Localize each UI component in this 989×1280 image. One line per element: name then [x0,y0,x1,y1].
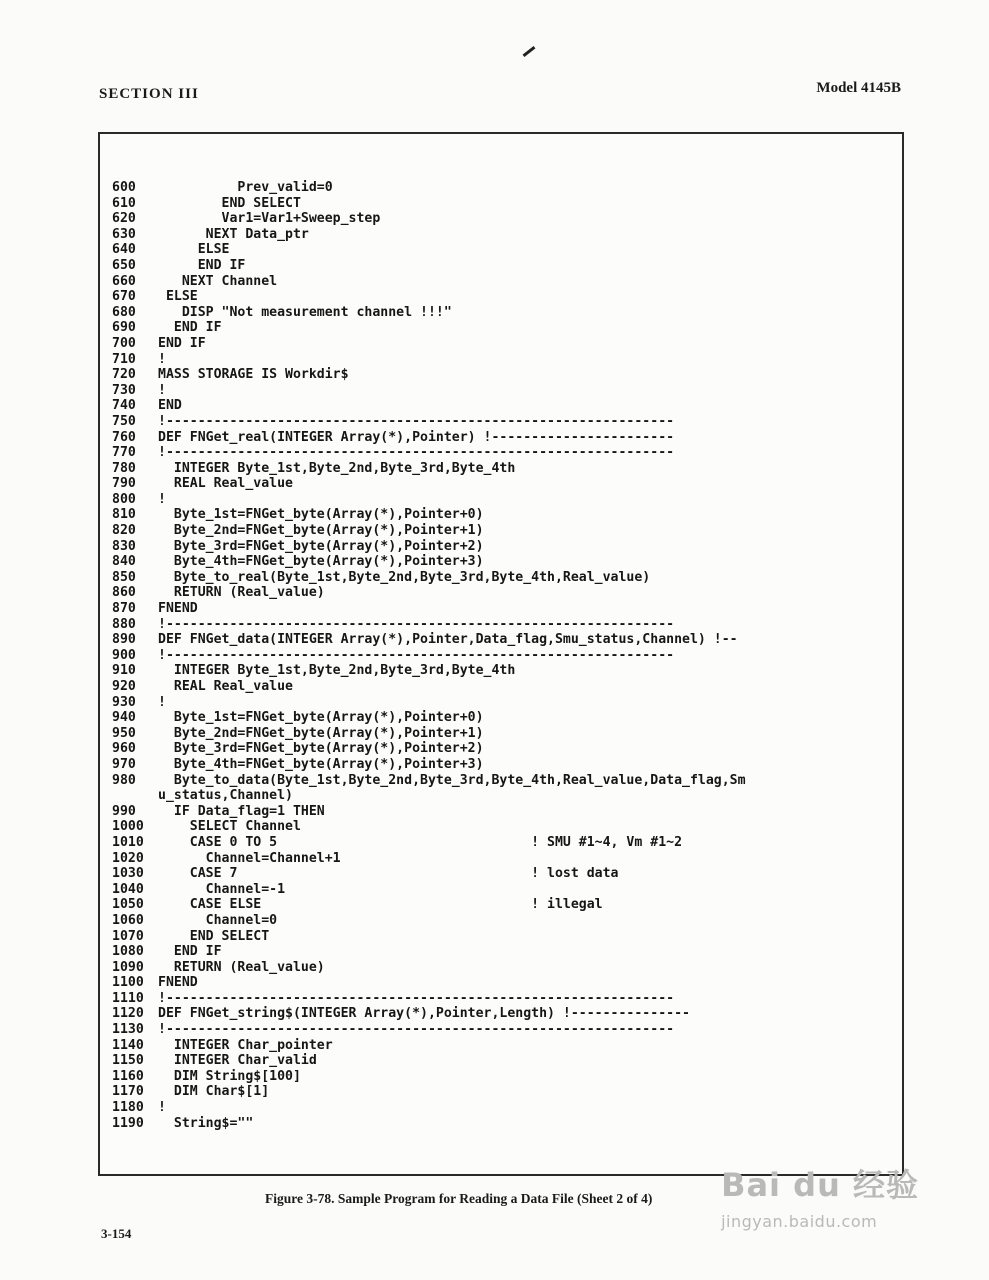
code-line [112,897,902,913]
code-line [112,1100,902,1116]
line-number: 1030 [112,866,144,882]
code-line [112,336,902,352]
line-code: END IF [158,335,206,351]
line-number: 790 [112,476,136,492]
listing-frame [98,132,904,1176]
code-line [112,414,902,430]
code-line [112,180,902,196]
line-number: 1140 [112,1037,144,1053]
line-code: INTEGER Byte_1st,Byte_2nd,Byte_3rd,Byte_4th [158,663,516,679]
code-line [112,289,902,305]
line-number: 1190 [112,1115,144,1131]
line-number: 720 [112,367,136,383]
code-line [112,944,902,960]
code-line [112,445,902,461]
line-code: END [158,398,182,414]
watermark-logo: Bai du 经验 [721,1166,919,1204]
line-code: ! [158,351,166,367]
line-code: !---------------------------------------------------------------- [158,445,675,461]
line-code: Byte_4th=FNGet_byte(Array(*),Pointer+3) [158,554,484,570]
line-number: 970 [112,756,136,772]
line-code: Prev_valid=0 [158,180,333,195]
line-number: 980 [112,772,136,788]
line-code: u_status,Channel) [158,788,293,804]
line-number: 870 [112,601,136,617]
line-number: 1010 [112,834,144,850]
watermark-url: jingyan.baidu.com [721,1212,878,1231]
line-number: 950 [112,725,136,741]
line-code: Channel=-1 [158,881,286,897]
line-code: IF Data_flag=1 THEN [158,803,325,819]
code-line [112,274,902,290]
code-line [112,882,902,898]
line-number: 690 [112,320,136,336]
code-line [112,929,902,945]
line-number: 910 [112,663,136,679]
line-code: Byte_2nd=FNGet_byte(Array(*),Pointer+1) [158,523,484,539]
model-header: Model 4145B [816,80,901,96]
code-line [112,305,902,321]
line-number: 1080 [112,944,144,960]
line-number: 630 [112,226,136,242]
code-line [112,804,902,820]
line-number: 960 [112,741,136,757]
scan-mark [523,46,536,57]
line-number: 620 [112,211,136,227]
line-number: 1070 [112,928,144,944]
line-number: 750 [112,413,136,429]
line-code: DIM String$[100] [158,1068,301,1084]
line-code: Channel=Channel+1 [158,850,341,866]
line-code: Byte_to_real(Byte_1st,Byte_2nd,Byte_3rd,Byte_4th,Real_value) [158,569,651,585]
line-code: RETURN (Real_value) [158,585,325,601]
code-line [112,866,902,882]
line-number: 1090 [112,959,144,975]
line-code: MASS STORAGE IS Workdir$ [158,367,349,383]
code-line [112,975,902,991]
line-number: 1040 [112,881,144,897]
code-line [112,430,902,446]
code-line [112,242,902,258]
line-number: 780 [112,460,136,476]
code-line [112,570,902,586]
line-number: 830 [112,538,136,554]
code-line [112,601,902,617]
line-code: CASE 7 ! lost data [158,866,619,882]
code-line [112,227,902,243]
line-code: FNEND [158,975,198,991]
code-line [112,1069,902,1085]
line-code: ! [158,1100,166,1116]
line-number: 1050 [112,897,144,913]
line-code: Byte_to_data(Byte_1st,Byte_2nd,Byte_3rd,Byte_4th,Real_value,Data_flag,Sm [158,772,746,788]
line-number: 810 [112,507,136,523]
line-number: 800 [112,491,136,507]
line-number: 1180 [112,1100,144,1116]
line-code: String$="" [158,1115,254,1131]
code-line [112,539,902,555]
line-number: 1100 [112,975,144,991]
line-code: REAL Real_value [158,679,293,694]
line-code: DEF FNGet_real(INTEGER Array(*),Pointer) !----------------------- [158,429,675,445]
line-number: 1110 [112,990,144,1006]
line-number: 730 [112,382,136,398]
line-code: Byte_3rd=FNGet_byte(Array(*),Pointer+2) [158,741,484,757]
line-number: 1150 [112,1053,144,1069]
line-code: SELECT Channel [158,819,301,835]
line-number: 1160 [112,1068,144,1084]
code-line [112,320,902,336]
line-code: Var1=Var1+Sweep_step [158,211,381,227]
line-code: !---------------------------------------------------------------- [158,990,675,1006]
line-code: !---------------------------------------------------------------- [158,616,675,632]
line-number: 610 [112,195,136,211]
code-line [112,585,902,601]
page-number: 3-154 [101,1226,132,1241]
code-line [112,367,902,383]
line-number: 670 [112,289,136,305]
code-line [112,507,902,523]
line-code: DEF FNGet_data(INTEGER Array(*),Pointer,Data_flag,Smu_status,Channel) !-- [158,632,738,648]
line-number: 770 [112,445,136,461]
figure-caption: Figure 3-78. Sample Program for Reading a Data File (Sheet 2 of 4) [265,1191,653,1206]
line-code: INTEGER Byte_1st,Byte_2nd,Byte_3rd,Byte_4th [158,460,516,476]
code-line [112,523,902,539]
code-line [112,352,902,368]
code-line [112,492,902,508]
line-number: 700 [112,335,136,351]
code-line [112,788,902,804]
line-number: 860 [112,585,136,601]
code-line [112,695,902,711]
line-number: 930 [112,694,136,710]
line-code: Byte_3rd=FNGet_byte(Array(*),Pointer+2) [158,538,484,554]
code-line [112,851,902,867]
code-line [112,1084,902,1100]
line-code: END IF [158,944,222,960]
code-line [112,617,902,633]
line-code: Byte_1st=FNGet_byte(Array(*),Pointer+0) [158,710,484,726]
code-line [112,726,902,742]
line-code: ELSE [158,242,230,258]
line-code: FNEND [158,601,198,617]
line-code: NEXT Data_ptr [158,226,309,242]
code-line [112,1022,902,1038]
code-line [112,461,902,477]
line-number: 940 [112,710,136,726]
line-number: 660 [112,273,136,289]
line-number: 920 [112,679,136,694]
line-number: 600 [112,180,136,195]
line-code: Byte_4th=FNGet_byte(Array(*),Pointer+3) [158,756,484,772]
code-line [112,554,902,570]
line-code: END IF [158,257,246,273]
code-line [112,258,902,274]
line-number: 680 [112,304,136,320]
line-number: 710 [112,351,136,367]
line-number: 1000 [112,819,144,835]
line-number: 850 [112,569,136,585]
code-line [112,648,902,664]
code-line [112,663,902,679]
line-code: CASE ELSE ! illegal [158,897,603,913]
line-code: CASE 0 TO 5 ! SMU #1~4, Vm #1~2 [158,834,683,850]
line-code: DEF FNGet_string$(INTEGER Array(*),Pointer,Length) !--------------- [158,1006,690,1022]
code-line [112,991,902,1007]
line-number: 1120 [112,1006,144,1022]
code-line [112,741,902,757]
code-line [112,1038,902,1054]
code-line [112,835,902,851]
code-line [112,632,902,648]
line-number: 890 [112,632,136,648]
code-line [112,819,902,835]
line-code: INTEGER Char_valid [158,1053,317,1069]
watermark [721,1160,919,1231]
line-number: 640 [112,242,136,258]
code-line [112,211,902,227]
line-code: NEXT Channel [158,273,278,289]
line-code: RETURN (Real_value) [158,959,325,975]
line-code: ! [158,382,166,398]
code-line [112,383,902,399]
line-code: Channel=0 [158,912,278,928]
line-number: 990 [112,803,136,819]
line-number: 880 [112,616,136,632]
program-listing [112,180,902,1131]
code-line [112,679,902,695]
line-number: 820 [112,523,136,539]
line-code: ! [158,491,166,507]
line-number: 650 [112,257,136,273]
line-code: Byte_1st=FNGet_byte(Array(*),Pointer+0) [158,507,484,523]
line-number: 760 [112,429,136,445]
line-number: 1020 [112,850,144,866]
code-line [112,476,902,492]
line-code: END SELECT [158,195,301,211]
line-number: 1130 [112,1022,144,1038]
line-code: END IF [158,320,222,336]
line-code: INTEGER Char_pointer [158,1037,333,1053]
line-code: DISP "Not measurement channel !!!" [158,304,452,320]
line-code: REAL Real_value [158,476,293,492]
line-code: ! [158,694,166,710]
code-line [112,1006,902,1022]
code-line [112,773,902,789]
line-number: 1060 [112,912,144,928]
line-code: !---------------------------------------------------------------- [158,1022,675,1038]
code-line [112,913,902,929]
code-line [112,757,902,773]
code-line [112,960,902,976]
line-number: 740 [112,398,136,414]
line-code: !---------------------------------------------------------------- [158,413,675,429]
line-code: ELSE [158,289,198,305]
code-line [112,1053,902,1069]
line-number: 1170 [112,1084,144,1100]
code-line [112,196,902,212]
line-code: DIM Char$[1] [158,1084,270,1100]
code-line [112,1116,902,1132]
line-number: 840 [112,554,136,570]
code-line [112,398,902,414]
line-code: Byte_2nd=FNGet_byte(Array(*),Pointer+1) [158,725,484,741]
line-number: 900 [112,647,136,663]
section-header: SECTION III [99,86,199,102]
line-code: END SELECT [158,928,270,944]
line-code: !---------------------------------------------------------------- [158,647,675,663]
code-line [112,710,902,726]
